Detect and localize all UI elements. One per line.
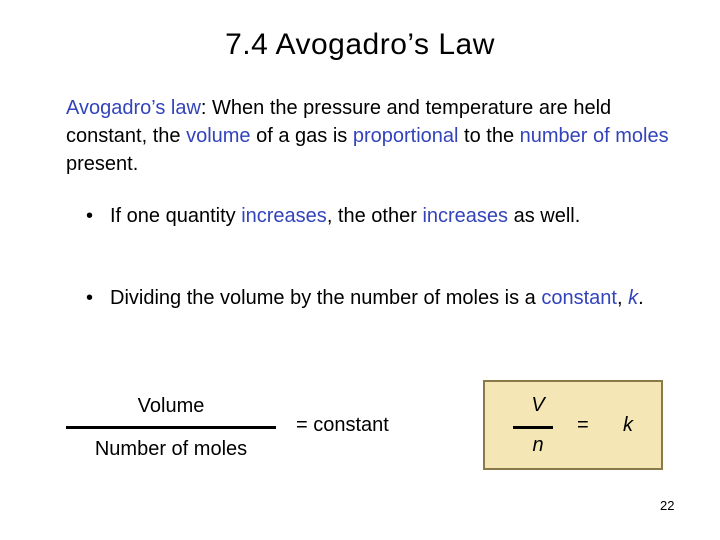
bullet-highlight: increases bbox=[422, 205, 509, 227]
definition-proportional: proportional bbox=[352, 125, 459, 147]
box-fraction-bar bbox=[513, 426, 553, 429]
box-numerator: V bbox=[531, 394, 545, 416]
law-definition bbox=[66, 94, 696, 178]
word-fraction bbox=[66, 394, 276, 461]
fraction-numerator: Volume bbox=[137, 395, 205, 417]
definition-text: : When the pressure and temperature are held constant, the bbox=[66, 97, 612, 147]
box-equals: = bbox=[577, 414, 589, 436]
fraction-denominator: Number of moles bbox=[94, 438, 248, 460]
fraction-bar bbox=[66, 426, 276, 429]
bullet-increases bbox=[86, 202, 710, 230]
bullet-constant bbox=[86, 284, 710, 312]
page-number: 22 bbox=[660, 498, 675, 513]
boxed-equation bbox=[483, 380, 663, 470]
law-term: Avogadro’s law bbox=[66, 97, 201, 119]
bullet-text: If one quantity bbox=[110, 205, 242, 227]
equals-constant: = constant bbox=[296, 414, 389, 436]
bullet-text: , the other bbox=[326, 205, 423, 227]
bullet-highlight-k: k bbox=[628, 287, 639, 309]
box-constant: k bbox=[623, 414, 633, 436]
bullet-marker: • bbox=[86, 205, 94, 227]
bullet-text: Dividing the volume by the number of moles is a bbox=[110, 287, 542, 309]
bullet-text: , bbox=[616, 287, 629, 309]
definition-volume: volume bbox=[186, 125, 251, 147]
bullet-highlight: constant bbox=[541, 287, 617, 309]
box-denominator: n bbox=[532, 434, 544, 456]
bullet-marker: • bbox=[86, 287, 94, 309]
bullet-text: . bbox=[638, 287, 644, 309]
definition-text: present. bbox=[66, 153, 139, 175]
bullet-highlight: increases bbox=[241, 205, 327, 227]
bullet-text: as well. bbox=[508, 205, 581, 227]
slide-title: 7.4 Avogadro’s Law bbox=[225, 28, 495, 61]
definition-moles: number of moles bbox=[519, 125, 669, 147]
definition-text: of a gas is bbox=[250, 125, 353, 147]
definition-text: to the bbox=[458, 125, 520, 147]
